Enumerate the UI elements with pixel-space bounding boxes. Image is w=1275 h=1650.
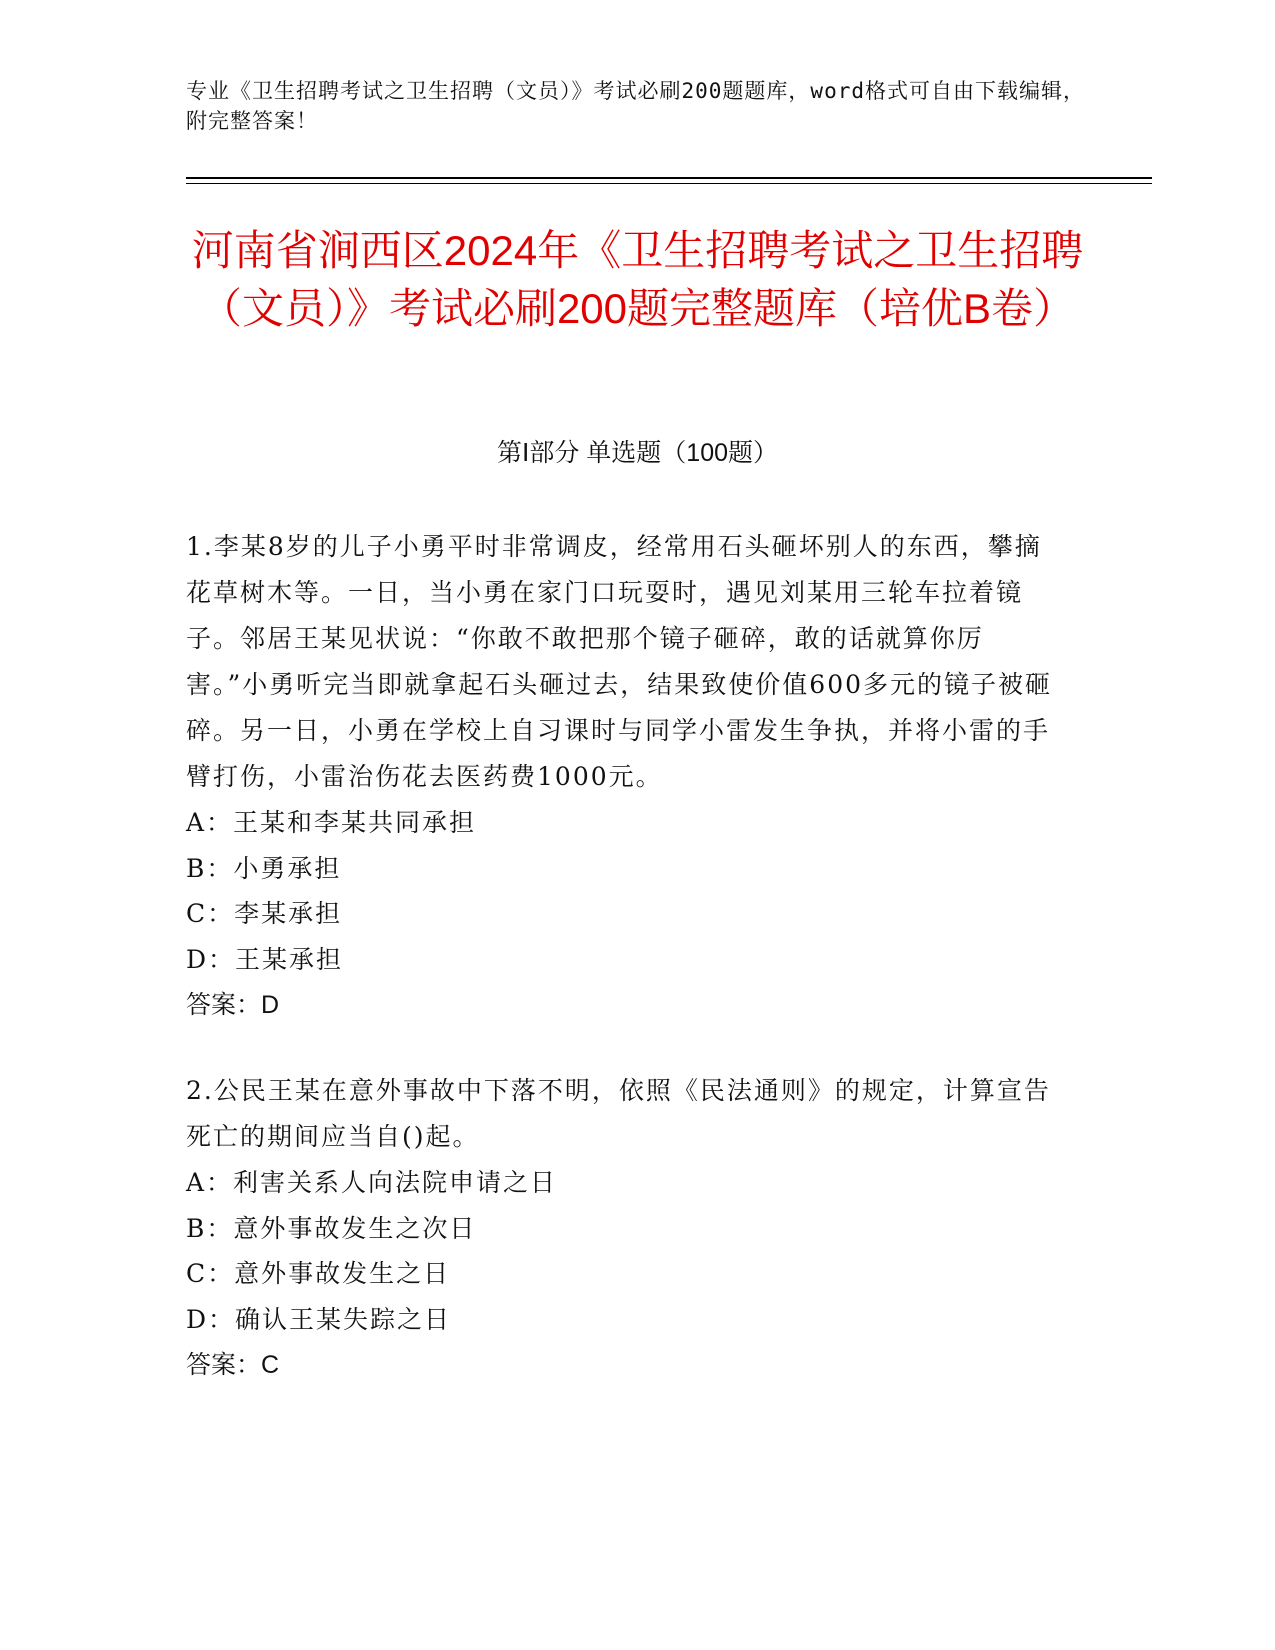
option-a: A：利害关系人向法院申请之日	[186, 1168, 558, 1197]
option-b: B：意外事故发生之次日	[186, 1213, 477, 1243]
question-2	[186, 1068, 1066, 1388]
question-1	[186, 524, 1066, 1028]
option-c: C：李某承担	[186, 899, 343, 928]
header-note: 专业《卫生招聘考试之卫生招聘（文员）》考试必刷200题题库，word格式可自由下载编辑，附完整答案！	[186, 79, 1085, 133]
header-rule-thin	[186, 183, 1152, 184]
header-rule-thick	[186, 177, 1152, 179]
answer: 答案：C	[186, 1351, 280, 1379]
option-a: A：王某和李某共同承担	[186, 808, 477, 837]
question-stem: 2.公民王某在意外事故中下落不明，依照《民法通则》的规定，计算宣告死亡的期间应当自()起。	[186, 1076, 1051, 1151]
document-title: 河南省涧西区2024年《卫生招聘考试之卫生招聘（文员）》考试必刷200题完整题库（培优B卷）	[191, 227, 1084, 332]
option-d: D：确认王某失踪之日	[186, 1304, 452, 1334]
section-heading: 第Ⅰ部分 单选题（100题）	[496, 439, 779, 467]
answer: 答案：D	[186, 991, 280, 1019]
question-stem: 1.李某8岁的儿子小勇平时非常调皮，经常用石头砸坏别人的东西，攀摘花草树木等。一日，当小勇在家门口玩耍时，遇见刘某用三轮车拉着镜子。邻居王某见状说：“你敢不敢把那个镜子砸碎，敢的话就算你厉害。”小勇听完当即就拿起石头砸过去，结果致使价值600多元的镜子被砸碎。另一日，小勇在学校上自习课时与同学小雷发生争执，并将小雷的手臂打伤，小雷治伤花去医药费1000元。	[186, 532, 1053, 791]
option-c: C：意外事故发生之日	[186, 1259, 451, 1288]
option-d: D：王某承担	[186, 944, 344, 974]
option-b: B：小勇承担	[186, 853, 342, 883]
